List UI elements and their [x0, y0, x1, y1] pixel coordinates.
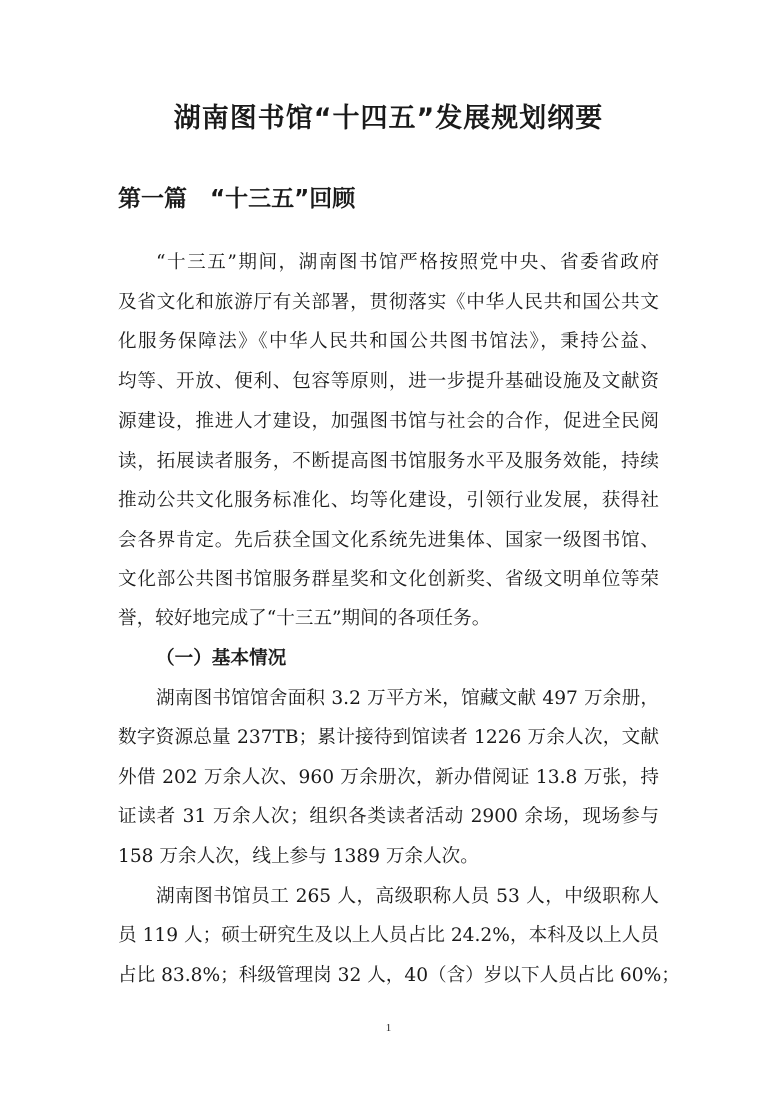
text-line: 员 119 人；硕士研究生及以上人员占比 24.2%，本科及以上人员: [118, 925, 659, 946]
text-line: 誉，较好地完成了“十三五”期间的各项任务。: [118, 608, 491, 629]
text-line: 湖南图书馆员工 265 人，高级职称人员 53 人，中级职称人: [156, 886, 659, 907]
text-line: 读，拓展读者服务，不断提高图书馆服务水平及服务效能，持续: [118, 451, 659, 472]
document-title: 湖南图书馆“十四五”发展规划纲要: [173, 103, 604, 134]
text-line: 文化部公共图书馆服务群星奖和文化创新奖、省级文明单位等荣: [118, 569, 659, 590]
text-line: 推动公共文化服务标准化、均等化建设，引领行业发展，获得社: [118, 490, 659, 511]
page-number: 1: [385, 1022, 392, 1034]
text-line: 占比 83.8%；科级管理岗 32 人，40（含）岁以下人员占比 60%；: [118, 965, 680, 986]
text-line: 会各界肯定。先后获全国文化系统先进集体、国家一级图书馆、: [118, 530, 659, 551]
text-line: 证读者 31 万余人次；组织各类读者活动 2900 余场，现场参与: [118, 806, 659, 827]
chapter-title: 第一篇 “十三五”回顾: [118, 186, 356, 212]
text-line: 源建设，推进人才建设，加强图书馆与社会的合作，促进全民阅: [118, 411, 659, 432]
text-line: 158 万余人次，线上参与 1389 万余人次。: [118, 846, 479, 867]
section-title: （一）基本情况: [156, 648, 287, 669]
text-line: 均等、开放、便利、包容等原则，进一步提升基础设施及文献资: [118, 371, 659, 392]
text-line: 外借 202 万余人次、960 万余册次，新办借阅证 13.8 万张，持: [118, 767, 659, 788]
text-line: 数字资源总量 237TB；累计接待到馆读者 1226 万余人次，文献: [118, 727, 659, 748]
text-line: 及省文化和旅游厅有关部署，贯彻落实《中华人民共和国公共文: [118, 292, 659, 313]
text-line: 湖南图书馆馆舍面积 3.2 万平方米，馆藏文献 497 万余册，: [156, 688, 659, 709]
text-line: “十三五”期间，湖南图书馆严格按照党中央、省委省政府: [156, 252, 659, 273]
text-line: 化服务保障法》《中华人民共和国公共图书馆法》，秉持公益、: [118, 331, 659, 352]
